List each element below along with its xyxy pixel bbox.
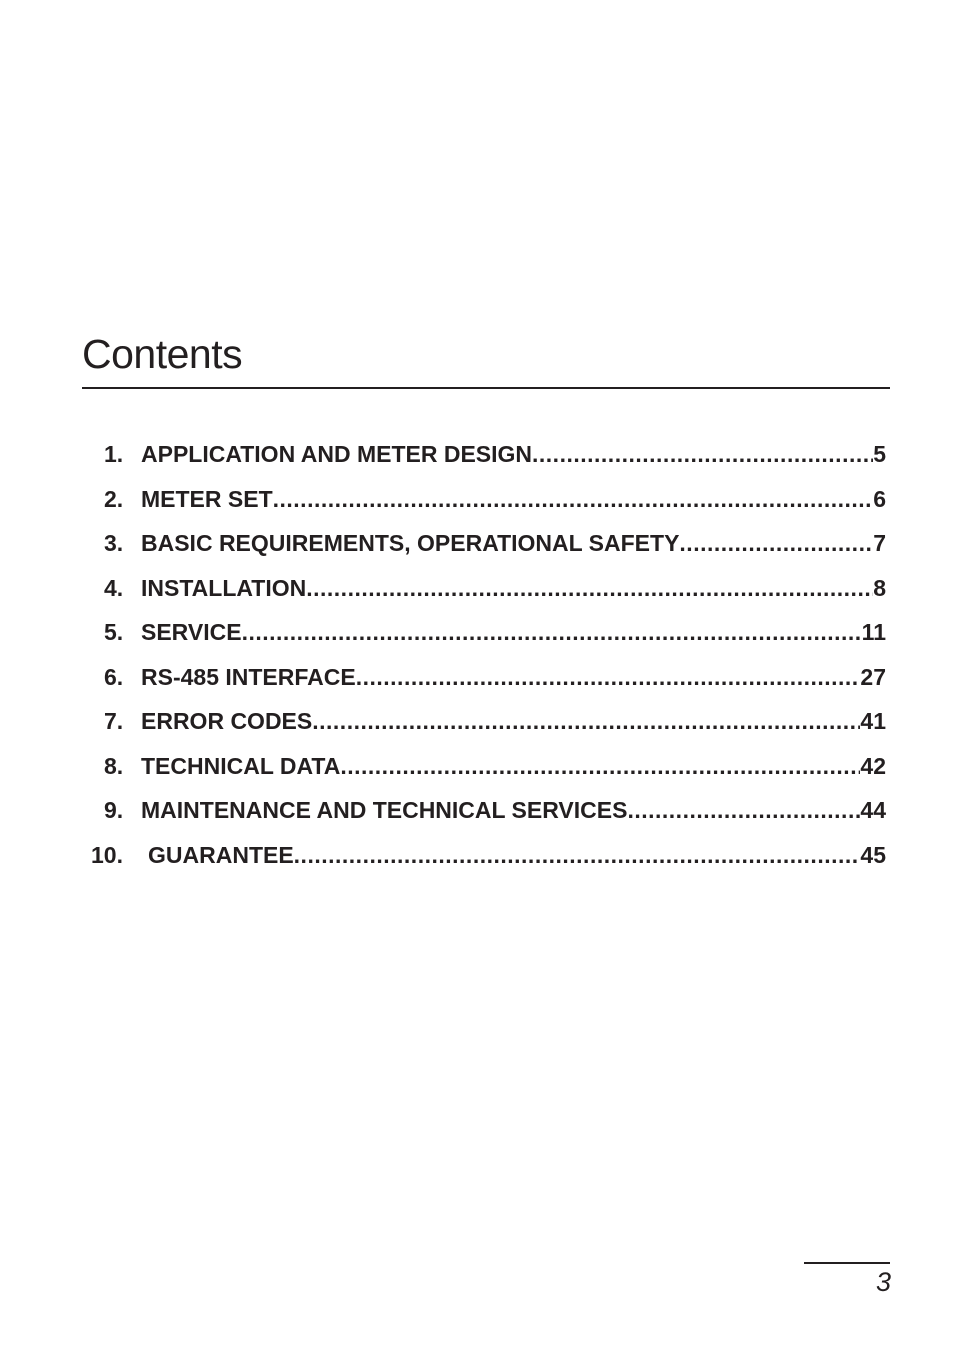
toc-entry-number: 3. — [104, 530, 124, 556]
table-of-contents — [0, 436, 954, 881]
toc-entry-number: 5. — [104, 619, 124, 645]
toc-entry-title: APPLICATION AND METER DESIGN — [141, 441, 533, 467]
toc-entry-page: 6 — [873, 485, 886, 512]
toc-dot-leader — [273, 481, 874, 517]
toc-dot-leader — [532, 436, 873, 472]
toc-entry-1[interactable] — [0, 436, 954, 481]
toc-dot-leader — [356, 659, 861, 695]
toc-entry-title: BASIC REQUIREMENTS, OPERATIONAL SAFETY — [141, 530, 680, 556]
toc-entry-3[interactable] — [0, 525, 954, 570]
toc-entry-title: RS-485 INTERFACE — [141, 663, 356, 690]
toc-entry-page: 5 — [873, 441, 886, 467]
toc-entry-number: 4. — [104, 574, 124, 601]
toc-entry-number: 8. — [104, 752, 124, 779]
toc-entry-title: INSTALLATION — [141, 574, 307, 601]
toc-dot-leader — [312, 703, 860, 739]
toc-entry-6[interactable] — [0, 659, 954, 704]
toc-dot-leader — [340, 748, 860, 784]
toc-entry-4[interactable] — [0, 570, 954, 615]
toc-entry-9[interactable] — [0, 792, 954, 837]
toc-entry-number: 2. — [104, 485, 124, 512]
toc-dot-leader — [306, 570, 873, 606]
toc-entry-page: 42 — [860, 752, 886, 779]
toc-entry-page: 11 — [861, 619, 886, 645]
toc-entry-page: 44 — [860, 797, 886, 823]
page-number: 3 — [875, 1267, 891, 1297]
toc-entry-title: METER SET — [141, 485, 273, 512]
toc-dot-leader — [294, 837, 861, 873]
toc-entry-title: GUARANTEE — [148, 841, 294, 868]
toc-entry-number: 1. — [104, 441, 124, 467]
toc-entry-5[interactable] — [0, 614, 954, 659]
title-divider — [82, 387, 890, 389]
page-title: Contents — [82, 331, 243, 377]
toc-entry-title: SERVICE — [141, 619, 242, 645]
toc-entry-7[interactable] — [0, 703, 954, 748]
toc-entry-title: TECHNICAL DATA — [141, 752, 341, 779]
toc-entry-number: 6. — [104, 663, 124, 690]
toc-entry-page: 45 — [860, 841, 886, 868]
toc-entry-2[interactable] — [0, 481, 954, 526]
toc-dot-leader — [242, 614, 862, 650]
toc-entry-number: 10. — [91, 841, 123, 868]
toc-entry-number: 9. — [104, 797, 124, 823]
toc-entry-10[interactable] — [0, 837, 954, 882]
toc-entry-page: 41 — [860, 708, 886, 734]
toc-dot-leader — [627, 792, 860, 828]
toc-entry-page: 8 — [873, 574, 886, 601]
toc-entry-page: 7 — [873, 530, 886, 556]
toc-entry-title: MAINTENANCE AND TECHNICAL SERVICES — [141, 797, 628, 823]
toc-entry-8[interactable] — [0, 748, 954, 793]
toc-entry-page: 27 — [860, 663, 886, 690]
toc-dot-leader — [679, 525, 873, 561]
toc-entry-title: ERROR CODES — [141, 708, 313, 734]
footer-divider — [804, 1262, 890, 1264]
toc-entry-number: 7. — [104, 708, 124, 734]
